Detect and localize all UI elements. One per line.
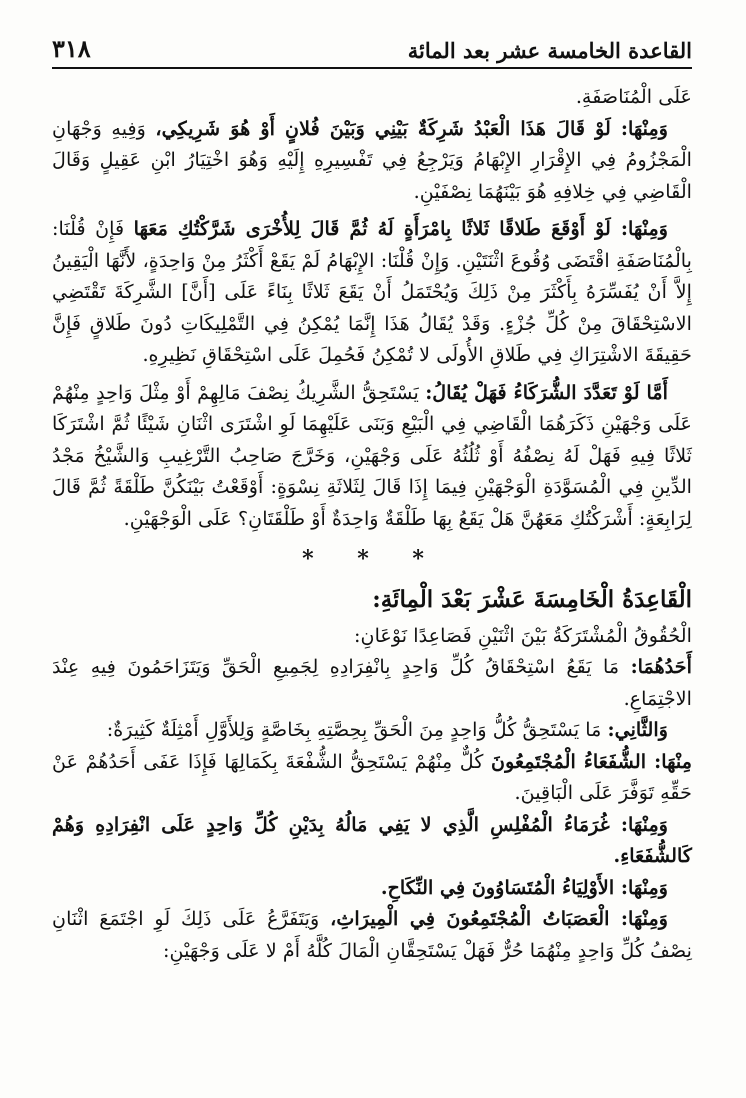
paragraph-lead: وَمِنْهَا: لَوْ قَالَ هَذَا الْعَبْدُ شَرِكَةٌ بَيْنِي وَبَيْنَ فُلانٍ أَوْ هُوَ شَرِيكِي، (155, 116, 669, 140)
paragraph-text: مَا يَقَعُ اسْتِحْقَاقُ كُلِّ وَاحِدٍ بِانْفِرَادِهِ لِجَمِيعِ الْحَقِّ وَيَتَزَاحَمُونَ فِيهِ عِنْدَ الاجْتِمَاعِ. (52, 655, 692, 710)
paragraph (52, 377, 692, 535)
paragraph-lead: مِنْهَا: الشُّفَعَاءُ الْمُجْتَمِعُونَ (491, 749, 692, 773)
paragraph (52, 746, 692, 809)
paragraph-text: الْحُقُوقُ الْمُشْتَرَكَةُ بَيْنَ اثْنَيْنِ فَصَاعِدًا نَوْعَانِ: (354, 623, 692, 647)
paragraph-text: وَيَتَفَرَّعُ عَلَى ذَلِكَ لَوِ اجْتَمَعَ اثْنَانِ نِصْفُ كُلِّ وَاحِدٍ مِنْهُمَا حُرٌّ فَهَلْ يَسْتَحِقَّانِ الْمَالَ كُلَّهُ أَمْ لا عَلَى وَجْهَيْنِ: (52, 907, 692, 962)
paragraph (52, 213, 692, 371)
page-number: ٣١٨ (52, 34, 91, 63)
paragraph-lead: وَمِنْهَا: الْعَصَبَاتُ الْمُجْتَمِعُونَ فِي الْمِيرَاثِ، (330, 907, 669, 930)
paragraph-text: مَا يَسْتَحِقُّ كُلُّ وَاحِدٍ مِنَ الْحَقِّ بِحِصَّتِهِ بِخَاصَّةٍ وَلِلأَوَّلِ أَمْثِلَةٌ كَثِيرَةٌ: (106, 718, 608, 741)
running-header (52, 34, 692, 69)
paragraph (52, 81, 692, 113)
paragraph-lead: وَمِنْهَا: غُرَمَاءُ الْمُفْلِسِ الَّذِي لا يَفِي مَالُهُ بِدَيْنِ كُلِّ وَاحِدٍ عَلَى انْفِرَادِهِ وَهُمْ كَالشُّفَعَاءِ. (52, 812, 692, 867)
paragraph (52, 872, 692, 904)
paragraph (52, 714, 692, 746)
paragraph (52, 651, 692, 714)
paragraph-text: يَسْتَحِقُّ الشَّرِيكُ نِصْفَ مَالِهِمْ أَوْ مِثْلَ وَاحِدٍ مِنْهُمْ عَلَى وَجْهَيْنِ ذَكَرَهُمَا الْقَاضِي فِي الْبَيْعِ وَبَنَى عَلَيْهِمَا لَوِ اشْتَرَى اثْنَانِ شَيْئًا ثُمَّ اشْتَرَكَا ثَلاثًا فِيهِ فَهَلْ لَهُ نِصْفُهُ أَوْ ثُلُثُهُ عَلَى وَجْهَيْنِ، وَخَرَّجَ صَاحِبُ التَّرْغِيبِ وَالشَّيْخُ مَجْدُ الدِّينِ فِي الْمُسَوَّدَةِ الْوَجْهَيْنِ فِيمَا إِذَا قَالَ لِثَلاثَةِ نِسْوَةٍ: أَوْقَعْتُ بَيْنَكُنَّ طَلْقَةً ثُمَّ قَالَ لِرَابِعَةٍ: أَشْرَكْتُكِ مَعَهُنَّ هَلْ يَقَعُ بِهَا طَلْقَةٌ وَاحِدَةٌ أَوْ طَلْقَتَانِ؟ عَلَى الْوَجْهَيْنِ. (52, 380, 692, 530)
rule-heading: الْقَاعِدَةُ الْخَامِسَةَ عَشْرَ بَعْدَ الْمِائَةِ: (372, 585, 692, 613)
paragraph-text: كُلٌّ مِنْهُمْ يَسْتَحِقُّ الشُّفْعَةَ بِكَمَالِهَا فَإِذَا عَفَى أَحَدُهُمْ عَنْ حَقِّهِ تَوَفَّرَ عَلَى الْبَاقِينَ. (52, 749, 692, 804)
section-separator: * * * (302, 546, 442, 572)
paragraph (52, 620, 692, 652)
paragraph (52, 113, 692, 208)
page-body (52, 81, 692, 966)
paragraph-lead: وَمِنْهَا: الأَوْلِيَاءُ الْمُتَسَاوُونَ فِي النِّكَاحِ. (380, 875, 668, 899)
paragraph-lead: وَمِنْهَا: لَوْ أَوْقَعَ طَلاقًا ثَلاثًا بِامْرَأَةٍ لَهُ ثُمَّ قَالَ لِلأُخْرَى شَرَّكْتُكِ مَعَهَا (133, 217, 668, 240)
paragraph-text: وَفِيهِ وَجْهَانِ الْمَجْزُومُ فِي الإِقْرَارِ الإِبْهَامُ وَيَرْجِعُ فِي تَفْسِيرِهِ إِلَيْهِ وَهُوَ اخْتِيَارُ ابْنِ عَقِيلٍ وَقَالَ الْقَاضِي فِي خِلافِهِ هُوَ بَيْنَهُمَا نِصْفَيْنِ. (52, 116, 692, 203)
paragraph-text: فَإِنْ قُلْنَا: بِالْمُنَاصَفَةِ اقْتَضَى وُقُوعَ اثْنَتَيْنِ. وَإِنْ قُلْنَا: الإِبْهَامُ لَمْ يَقَعْ أَكْثَرُ مِنْ وَاحِدَةٍ، لأَنَّهَا الْيَقِينُ إِلاَّ أَنْ يُفَسِّرَهُ بِأَكْثَرَ مِنْ ذَلِكَ وَيُحْتَمَلُ أَنْ يَقَعَ ثَلاثًا بِنَاءً عَلَى [أَنَّ] الشَّرِكَةَ تَقْتَضِي الاسْتِحْقَاقَ مِنْ كُلِّ جُزْءٍ. وَقَدْ يُقَالُ هَذَا إِنَّمَا يُمْكِنُ فِي التَّمْلِيكَاتِ دُونَ طَلاقٍ فَإِنَّ حَقِيقَةَ الاشْتِرَاكِ فِي طَلاقِ الأُولَى لا تُمْكِنُ فَحُمِلَ عَلَى اسْتِحْقَاقِ نَظِيرِهِ. (52, 217, 692, 366)
paragraph (52, 903, 692, 966)
paragraph-lead: أَمَّا لَوْ تَعَدَّدَ الشُّرَكَاءُ فَهَلْ يُقَالُ: (425, 380, 668, 404)
paragraph-lead: وَالثَّانِي: (607, 718, 668, 741)
paragraph-text: عَلَى الْمُنَاصَفَةِ. (575, 85, 692, 108)
running-title: القاعدة الخامسة عشر بعد المائة (407, 38, 692, 63)
paragraph (52, 809, 692, 872)
paragraph-lead: أَحَدُهُمَا: (630, 655, 692, 678)
